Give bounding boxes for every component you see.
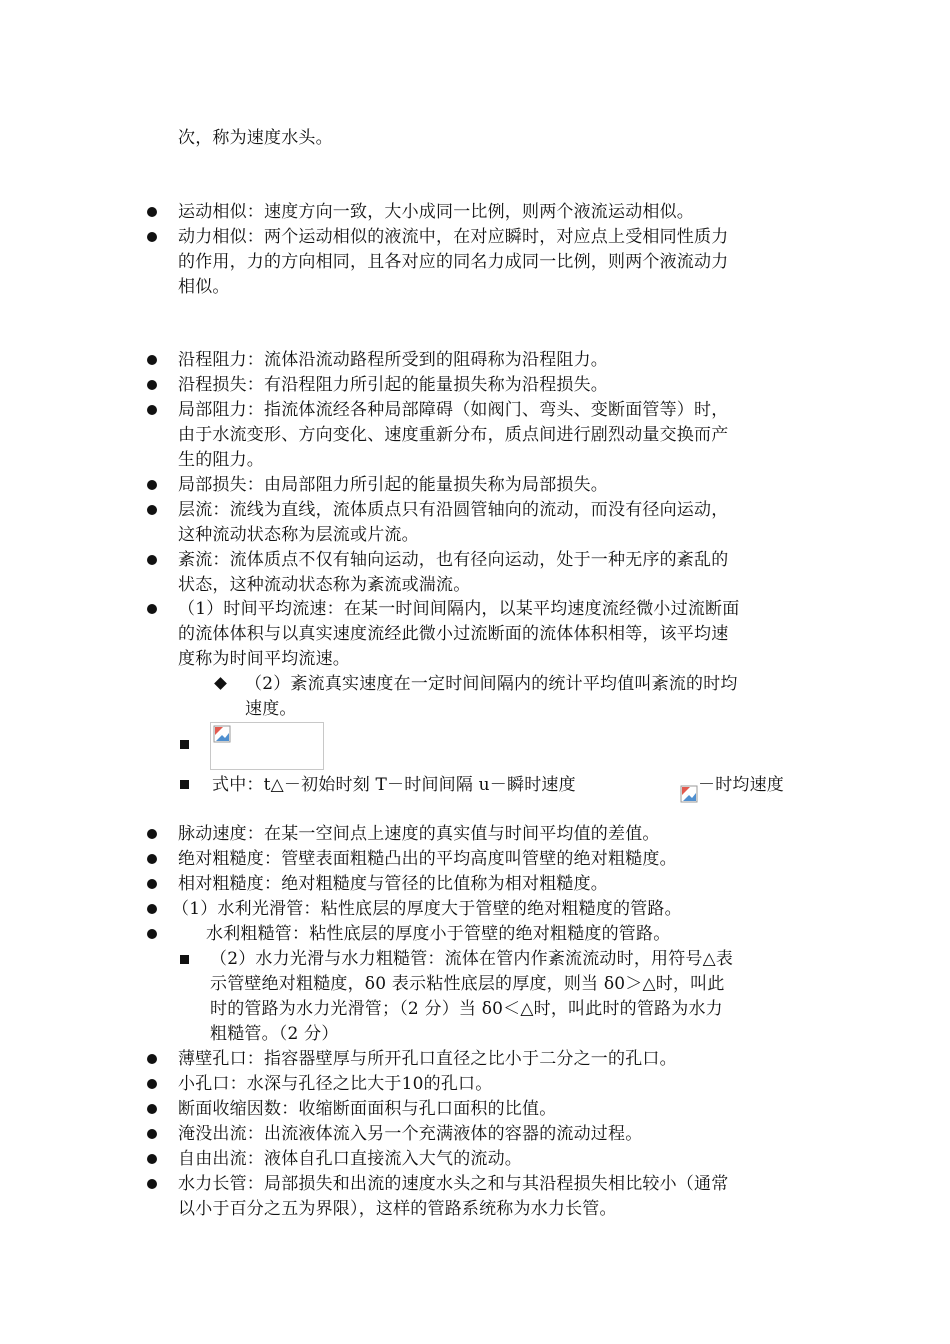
text-line: 层流：流线为直线，流体质点只有沿圆管轴向的流动，而没有径向运动，: [178, 500, 729, 520]
bullet-dot: [147, 1179, 157, 1189]
text-line: 脉动速度：在某一空间点上速度的真实值与时间平均值的差值。: [178, 824, 660, 844]
bullet-dot: [147, 1054, 157, 1064]
text-line: 局部阻力：指流体流经各种局部障碍（如阀门、弯头、变断面管等）时，: [178, 400, 729, 420]
text-line: 粗糙管。（2 分）: [210, 1024, 339, 1044]
bullet-dot: [147, 355, 157, 365]
text-line: 次，称为速度水头。: [178, 128, 333, 148]
text-line: 运动相似：速度方向一致，大小成同一比例，则两个液流运动相似。: [178, 202, 694, 222]
text-line: 断面收缩因数：收缩断面面积与孔口面积的比值。: [178, 1099, 557, 1119]
text-line: 自由出流：液体自孔口直接流入大气的流动。: [178, 1149, 522, 1169]
bullet-diamond: [214, 677, 227, 690]
text-line: （1）水利光滑管：粘性底层的厚度大于管壁的绝对粗糙度的管路。: [172, 899, 682, 919]
bullet-dot: [147, 879, 157, 889]
text-line: （1）时间平均流速：在某一时间间隔内，以某平均速度流经微小过流断面: [178, 599, 740, 619]
formula-image-placeholder: [210, 722, 324, 770]
text-line: 局部损失：由局部阻力所引起的能量损失称为局部损失。: [178, 475, 608, 495]
text-line: 示管壁绝对粗糙度，δ0 表示粘性底层的厚度，则当 δ0＞△时，叫此: [210, 974, 725, 994]
bullet-dot: [147, 854, 157, 864]
bullet-square: [180, 780, 189, 789]
bullet-dot: [147, 1154, 157, 1164]
bullet-dot: [147, 1104, 157, 1114]
text-line: （2）紊流真实速度在一定时间间隔内的统计平均值叫紊流的时均: [245, 674, 738, 694]
text-line: 相对粗糙度：绝对粗糙度与管径的比值称为相对粗糙度。: [178, 874, 608, 894]
bullet-dot: [147, 380, 157, 390]
broken-image-icon: [213, 725, 231, 743]
text-line: 速度。: [245, 699, 297, 719]
bullet-dot: [147, 555, 157, 565]
text-line: 度称为时间平均流速。: [178, 649, 350, 669]
broken-image-icon: [680, 785, 698, 803]
bullet-dot: [147, 604, 157, 614]
bullet-dot: [147, 207, 157, 217]
text-line: 的作用，力的方向相同，且各对应的同名力成同一比例，则两个液流动力: [178, 252, 729, 272]
text-line: 的流体体积与以真实速度流经此微小过流断面的流体体积相等，该平均速: [178, 624, 729, 644]
text-line: 绝对粗糙度：管壁表面粗糙凸出的平均高度叫管壁的绝对粗糙度。: [178, 849, 677, 869]
text-line: 薄壁孔口：指容器壁厚与所开孔口直径之比小于二分之一的孔口。: [178, 1049, 677, 1069]
text-line: （2）水力光滑与水力粗糙管：流体在管内作紊流流动时，用符号△表: [210, 949, 734, 969]
bullet-square: [180, 955, 189, 964]
bullet-dot: [147, 1129, 157, 1139]
text-line: 时的管路为水力光滑管；（2 分）当 δ0＜△时，叫此时的管路为水力: [210, 999, 723, 1019]
text-line: 沿程阻力：流体沿流动路程所受到的阻碍称为沿程阻力。: [178, 350, 608, 370]
bullet-dot: [147, 1079, 157, 1089]
text-line: 状态，这种流动状态称为紊流或湍流。: [178, 575, 471, 595]
text-line: 以小于百分之五为界限），这样的管路系统称为水力长管。: [178, 1199, 617, 1219]
bullet-dot: [147, 405, 157, 415]
text-line: 动力相似：两个运动相似的液流中，在对应瞬时，对应点上受相同性质力: [178, 227, 729, 247]
text-line: 生的阻力。: [178, 450, 264, 470]
text-line: 淹没出流：出流液体流入另一个充满液体的容器的流动过程。: [178, 1124, 643, 1144]
bullet-dot: [147, 929, 157, 939]
text-line: 紊流：流体质点不仅有轴向运动，也有径向运动，处于一种无序的紊乱的: [178, 550, 729, 570]
text-line: 沿程损失：有沿程阻力所引起的能量损失称为沿程损失。: [178, 375, 608, 395]
text-line: 相似。: [178, 277, 230, 297]
bullet-dot: [147, 232, 157, 242]
bullet-dot: [147, 829, 157, 839]
bullet-square: [180, 740, 189, 749]
text-line: －时均速度: [698, 775, 784, 795]
text-line: 式中：t△－初始时刻 T－时间间隔 u－瞬时速度: [212, 775, 576, 795]
text-line: 水力长管：局部损失和出流的速度水头之和与其沿程损失相比较小（通常: [178, 1174, 729, 1194]
text-line: 水利粗糙管：粘性底层的厚度小于管壁的绝对粗糙度的管路。: [206, 924, 671, 944]
bullet-dot: [147, 505, 157, 515]
text-line: 这种流动状态称为层流或片流。: [178, 525, 419, 545]
bullet-dot: [147, 480, 157, 490]
bullet-dot: [147, 904, 157, 914]
text-line: 小孔口：水深与孔径之比大于10的孔口。: [178, 1074, 493, 1094]
text-line: 由于水流变形、方向变化、速度重新分布，质点间进行剧烈动量交换而产: [178, 425, 729, 445]
